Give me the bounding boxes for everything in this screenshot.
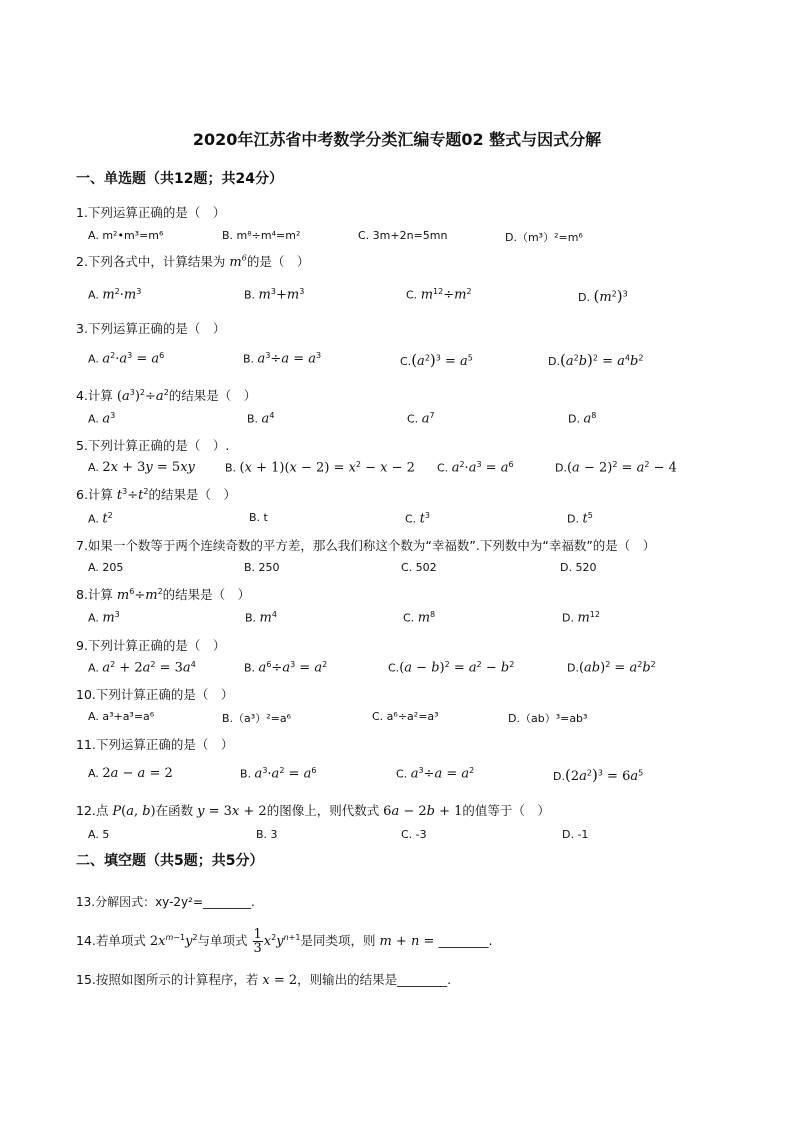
question-4-options [88,411,728,431]
option-b: B. m⁸÷m⁴=m² [222,229,301,242]
question-12-text-start: 12.点 [76,803,113,818]
option-d: D. $t^5$ [567,511,593,527]
option-c: C. $a^3\div a = a^2$ [396,766,475,782]
option-b: B. $a^3\div a = a^3$ [243,351,322,367]
fraction-one-third: $\frac{1}{3}$ [253,927,262,956]
option-a: A. $a^2 + 2a^2 = 3a^4$ [88,660,196,676]
question-2-text-end: 的是（ ） [246,254,310,269]
question-12: 12.点 P(a, b)在函数 y = 3x + 2的图像上，则代数式 6a − 2b + 1的值等于（ ） [76,803,550,819]
option-b: B. 3 [256,828,278,841]
question-6-options [88,511,728,531]
question-15: 15.按照如图所示的计算程序，若 x = 2，则输出的结果是________. [76,972,452,988]
option-c: $C.(a - b)^2 = a^2 - b^2$ [388,660,515,676]
question-5-options [88,460,728,480]
question-14-text-1: 与单项式 [197,933,252,948]
question-3-options [88,351,728,371]
question-3: 3.下列运算正确的是（ ） [76,321,226,336]
option-b: B. $a^3\cdot a^2 = a^6$ [240,766,317,782]
question-12-text-2: 的图像上，则代数式 [266,803,384,818]
option-a: A. $t^2$ [88,511,113,527]
question-12-text-1: 在函数 [155,803,198,818]
question-10: 10.下列计算正确的是（ ） [76,687,234,702]
question-10-options [88,710,728,730]
question-8-options [88,610,728,630]
option-c: $C.(a^2)^3 = a^5$ [400,351,473,369]
option-d: $D.(ab)^2 = a^2b^2$ [567,660,656,676]
question-7-options [88,561,728,581]
page-title: 2020年江苏省中考数学分类汇编专题02 整式与因式分解 [192,130,602,149]
option-b: B. $a^4$ [247,411,275,427]
option-a: A. $a^2\cdot a^3 = a^6$ [88,351,165,367]
question-14-text-end: . [488,933,493,948]
question-4-text-start: 4.计算 [76,388,117,403]
option-d: D.（ab）³=ab³ [508,712,588,725]
question-4: 4.计算 $(a^3)^2\div a^2$的结果是（ ） [76,387,257,404]
option-c: C. $a^2\cdot a^3 = a^6$ [437,460,514,476]
question-6-text-end: 的结果是（ ） [148,487,236,502]
question-2-text-start: 2.下列各式中，计算结果为 [76,254,230,269]
question-1: 1.下列运算正确的是（ ） [76,205,226,220]
option-d: D. $a^8$ [568,411,597,427]
option-c: C. a⁶÷a²=a³ [372,710,439,723]
option-c: C. $a^7$ [407,411,435,427]
option-d: D. 520 [560,561,597,574]
option-a: A. $m^2\cdot m^3$ [88,287,142,303]
option-c: C. 502 [401,561,437,574]
option-a: A. 205 [88,561,124,574]
question-12-options [88,828,728,848]
option-c: C. $t^3$ [405,511,431,527]
question-12-text-end: 的值等于（ ） [462,803,550,818]
question-14-text-2: 是同类项，则 [300,933,380,948]
question-15-text-end: ，则输出的结果是________. [297,972,452,987]
section-heading-fill-blank: 二、填空题（共5题；共5分） [76,853,264,869]
option-b: B. $m^3+m^3$ [244,287,305,303]
formula: $m^6$ [229,253,247,270]
option-c: C. -3 [401,828,427,841]
option-a: A. a³+a³=a⁶ [88,710,155,723]
option-a: A. 2x + 3y = 5xy [88,460,195,475]
option-b: B. 250 [244,561,280,574]
option-c: C. $m^{12}\div m^2$ [406,287,472,303]
question-14: 14.若单项式 $2x^{m-1}y^2$与单项式 $\frac{1}{3}$ $x^2y^{n+1}$是同类项，则 m + n = ________. [76,927,493,956]
question-9: 9.下列计算正确的是（ ） [76,638,226,653]
question-11-options [88,766,728,786]
question-6: 6.计算 $t^3\div t^2$的结果是（ ） [76,486,236,503]
option-a: A. 2a − a = 2 [88,766,173,781]
option-d: D. -1 [562,828,589,841]
option-a: A. 5 [88,828,110,841]
option-d: $D.(2a^2)^3 = 6a^5$ [553,766,644,784]
question-8: 8.计算 $m^6\div m^2$的结果是（ ） [76,586,251,603]
question-14-text-start: 14.若单项式 [76,933,150,948]
option-b: B.（a³）²=a⁶ [222,712,291,725]
question-15-text-start: 15.按照如图所示的计算程序，若 [76,972,263,987]
option-b: B. $m^4$ [245,610,277,626]
option-d: $D.(a - 2)^2 = a^2 - 4$ [555,460,677,476]
question-7: 7.如果一个数等于两个连续奇数的平方差，那么我们称这个数为“幸福数”.下列数中为“幸福数”的是（ ） [76,538,656,553]
option-b: B. $(x + 1)(x - 2) = x^2 - x - 2$ [225,460,415,476]
question-2 [76,252,309,270]
question-5: 5.下列计算正确的是（ ）. [76,438,230,453]
option-d: $D.(a^2b)^2 = a^4b^2$ [548,351,644,369]
option-a: A. $a^3$ [88,411,116,427]
option-c: C. 3m+2n=5mn [358,229,448,242]
question-8-text-end: 的结果是（ ） [162,587,251,602]
option-a: A. m²•m³=m⁶ [88,229,164,242]
question-1-options [88,229,728,249]
question-4-text-end: 的结果是（ ） [168,388,257,403]
option-a: A. $m^3$ [88,610,120,626]
section-heading-single-choice: 一、单选题（共12题；共24分） [76,171,283,187]
option-d: D.（m³）²=m⁶ [505,231,583,244]
option-c: C. $m^8$ [403,610,436,626]
option-b: B. $a^6\div a^3 = a^2$ [244,660,328,676]
option-b: B. t [249,511,268,524]
question-6-text-start: 6.计算 [76,487,117,502]
option-d: D. $(m^2)^3$ [578,287,628,305]
question-2-options [88,287,728,307]
question-8-text-start: 8.计算 [76,587,117,602]
question-11: 11.下列运算正确的是（ ） [76,737,234,752]
question-13: 13.分解因式：xy-2y²=________. [76,895,255,909]
question-9-options [88,660,728,680]
option-d: D. $m^{12}$ [562,610,600,626]
